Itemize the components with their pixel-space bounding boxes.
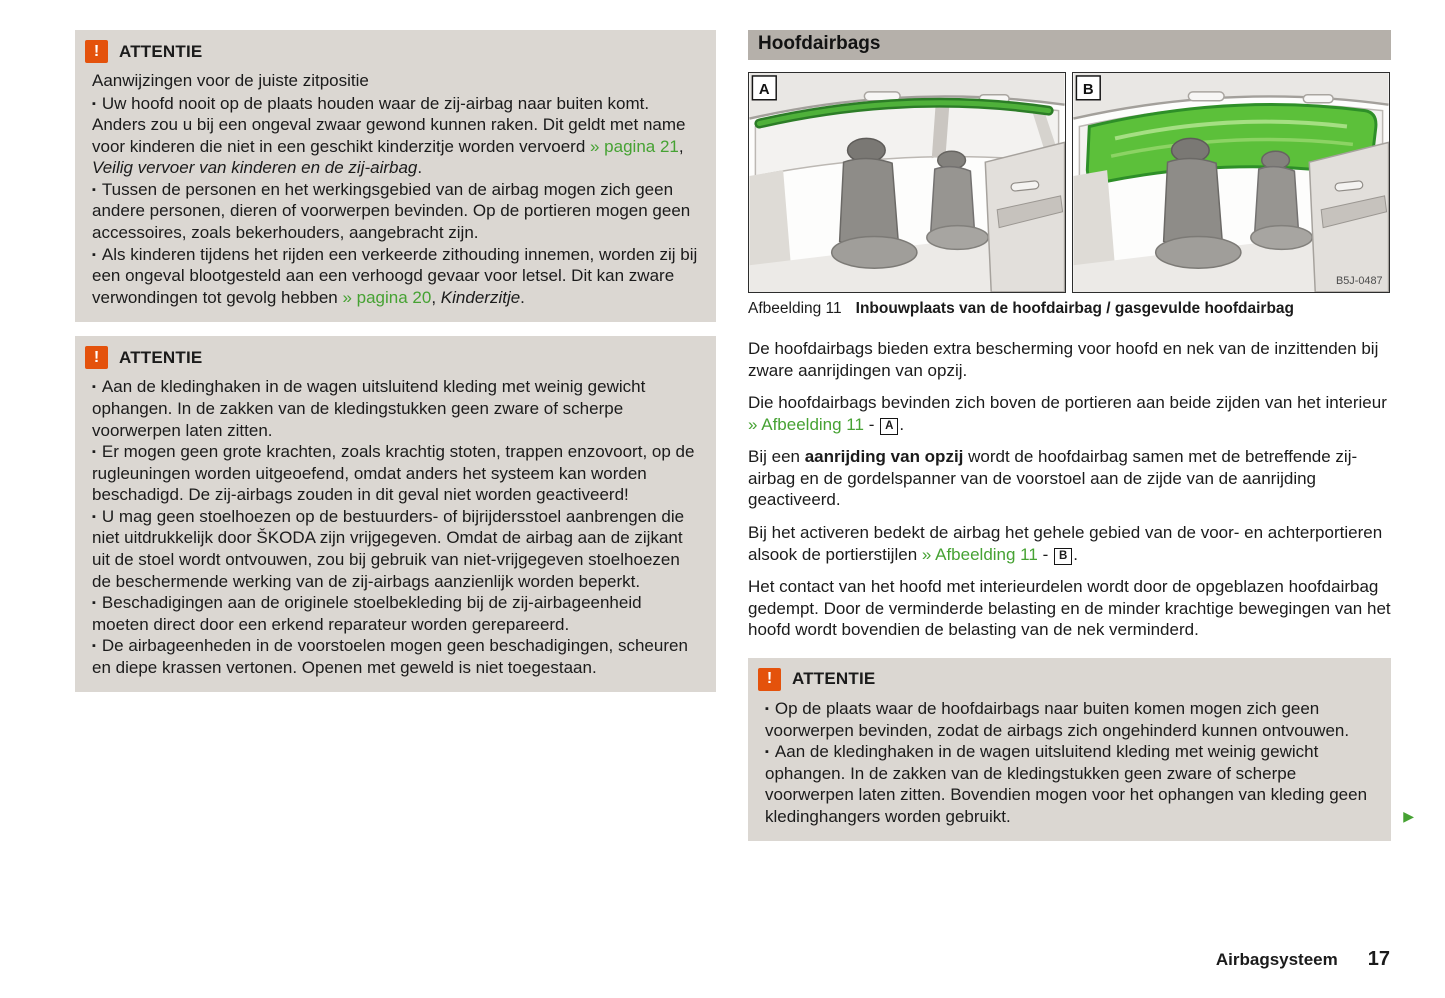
text-segment: Als kinderen tijdens het rijden een verkeerde zithouding innemen, worden zij bij een ongeval blootgesteld aan een verhoogd gevaar voor letsel. Dit kan zware verwondingen tot gevolg hebben [92, 244, 698, 307]
attention-item [92, 179, 699, 244]
text-segment: wordt de hoofdairbag samen met de betreffende zij-airbag en de gordelspanner van de voorstoel aan de zijde van de aanrijding geactiveerd. [748, 447, 1358, 510]
attention-item-text [92, 377, 645, 439]
cross-reference-link[interactable]: » pagina 21 [590, 136, 679, 156]
bullet-marker: ▪ [92, 446, 96, 459]
attention-item [92, 376, 699, 441]
footer-page-number: 17 [1367, 948, 1390, 970]
bullet-marker: ▪ [92, 381, 96, 394]
section-header-hoofdairbags [748, 30, 1391, 60]
footer-section-name: Airbagsysteem [1215, 950, 1338, 969]
bullet-marker: ▪ [92, 597, 96, 610]
text-segment: . [520, 287, 525, 307]
text-segment: , [678, 136, 684, 156]
figure-caption-label: Afbeelding 11 [748, 300, 842, 317]
attention-item-text [92, 94, 685, 178]
cross-reference-link[interactable]: » pagina 20 [342, 287, 432, 307]
text-segment: Aan de kledinghaken in de wagen uitsluitend kleding met weinig gewicht ophangen. In de zakken van de kledingstukken geen zware of scherpe voorwerpen laten zitten. Bovendien mogen voor het ophangen van kleding geen kledinghangers worden gebruikt. [765, 742, 1368, 826]
attention-title: ATTENTIE [792, 669, 876, 689]
text-segment: Bij het activeren bedekt de airbag het gehele gebied van de voor- en achterportieren alsook de portierstijlen [748, 523, 1383, 564]
bullet-marker: ▪ [92, 510, 96, 523]
paragraph [748, 446, 1391, 511]
text-segment: Aan de kledinghaken in de wagen uitsluitend kleding met weinig gewicht ophangen. In de zakken van de kledingstukken geen zware of scherpe voorwerpen laten zitten. [92, 377, 646, 440]
bullet-marker: ▪ [92, 97, 96, 110]
attention-body [92, 376, 699, 678]
figure-panel-b [1072, 72, 1390, 293]
attention-body [92, 70, 699, 308]
attention-item [92, 635, 699, 678]
attention-item-text [765, 742, 1367, 826]
text-segment: - [1037, 544, 1053, 564]
attention-box-3-wrapper [748, 658, 1414, 841]
attention-header [758, 668, 1374, 691]
panel-b-label: B [1082, 81, 1094, 98]
figure-caption-text: Inbouwplaats van de hoofdairbag / gasgevulde hoofdairbag [855, 300, 1295, 317]
text-segment: De airbageenheden in de voorstoelen mogen geen beschadigingen, scheuren en diepe krassen vertonen. Openen met geweld is niet toegestaan. [92, 636, 688, 677]
attention-item [92, 592, 699, 635]
attention-box-head-airbag [748, 658, 1391, 841]
attention-item [765, 698, 1374, 741]
text-segment: Beschadigingen aan de originele stoelbekleding bij de zij-airbageenheid moeten direct door een erkend reparateur worden gerepareerd. [92, 593, 642, 634]
attention-header [85, 346, 699, 369]
paragraph [748, 338, 1391, 381]
warning-icon: ! [758, 668, 781, 691]
text-segment: , [431, 287, 441, 307]
paragraph [748, 392, 1391, 435]
continuation-arrow-icon: ▶ [1403, 808, 1414, 825]
attention-item-text [92, 636, 688, 677]
attention-box-side-airbag [75, 336, 716, 692]
bullet-marker: ▪ [765, 702, 769, 715]
attention-item [92, 441, 699, 506]
attention-item-text [92, 593, 642, 634]
attention-item [92, 93, 699, 179]
text-segment: De hoofdairbags bieden extra bescherming voor hoofd en nek van de inzittenden bij zware aanrijdingen van opzij. [748, 339, 1379, 380]
page-footer [1216, 948, 1390, 971]
text-segment: - [863, 414, 880, 434]
text-segment: . [417, 158, 423, 178]
text-segment: Het contact van het hoofd met interieurdelen wordt door de opgeblazen hoofdairbag gedempt. Door de verminderde belasting en de minder krachtige bewegingen van het hoofd wordt bovendien de belasting van de nek verminderd. [748, 577, 1391, 640]
figure-airbag-panels [748, 72, 1391, 293]
text-segment: aanrijding van opzij [804, 447, 964, 467]
bullet-marker: ▪ [92, 248, 96, 261]
attention-body [765, 698, 1374, 827]
cross-reference-link[interactable]: » Afbeelding 11 [748, 414, 864, 434]
attention-box-seating [75, 30, 716, 322]
text-segment: Op de plaats waar de hoofdairbags naar buiten komen mogen zich geen voorwerpen bevinden, zodat de airbags zich ongehinderd kunnen ontvouwen. [765, 698, 1350, 740]
figure-caption [748, 300, 1391, 318]
text-segment: U mag geen stoelhoezen op de bestuurders- of bijrijdersstoel aanbrengen die niet uitdrukkelijk door ŠKODA zijn vrijgegeven. Omdat de airbag aan de zijkant uit de stoel wordt ontvouwen, zou bij gebruik van niet-vrijgegeven stoelhoezen de beschermende werking van de zij-airbags aanzienlijk worden beperkt. [92, 506, 685, 591]
figure-letter-badge: B [1054, 548, 1072, 566]
paragraph [748, 522, 1391, 565]
attention-item-text [92, 245, 697, 307]
text-segment: Uw hoofd nooit op de plaats houden waar de zij-airbag naar buiten komt. Anders zou u bij een ongeval zwaar gewond kunnen raken. Dit geldt met name voor kinderen die niet in een geschikt kinderzitje worden vervoerd [92, 93, 686, 156]
attention-item-text [92, 507, 684, 591]
paragraph [748, 576, 1391, 641]
text-segment: Er mogen geen grote krachten, zoals krachtig stoten, trappen enzovoort, op de rugleuningen worden uitgeoefend, omdat anders het systeem kan worden beschadigd. De zij-airbags zouden in dit geval niet worden geactiveerd! [92, 442, 695, 505]
panel-a-label: A [758, 81, 770, 98]
figure-code: B5J-0487 [1335, 275, 1383, 288]
text-segment: Veilig vervoer van kinderen en de zij-airbag [92, 158, 418, 178]
text-segment: Kinderzitje [440, 287, 521, 307]
bullet-marker: ▪ [765, 746, 769, 759]
text-segment: Bij een [748, 447, 805, 467]
section-title: Hoofdairbags [758, 33, 881, 54]
text-segment: Tussen de personen en het werkingsgebied van de airbag mogen zich geen andere personen, dieren of voorwerpen bevinden. Op de portieren mogen geen accessoires, zoals bekerhouders, aangebracht zijn. [92, 179, 691, 243]
attention-header [85, 40, 699, 63]
attention-item-text [92, 442, 694, 504]
attention-item [765, 741, 1374, 827]
bullet-marker: ▪ [92, 640, 96, 653]
warning-icon: ! [85, 40, 108, 63]
figure-panel-a [748, 72, 1066, 293]
attention-intro: Aanwijzingen voor de juiste zitpositie [92, 71, 369, 90]
warning-icon: ! [85, 346, 108, 369]
attention-title: ATTENTIE [119, 347, 203, 367]
attention-item-text [92, 180, 690, 242]
text-segment: . [899, 414, 905, 434]
cross-reference-link[interactable]: » Afbeelding 11 [921, 544, 1038, 564]
attention-item [92, 244, 699, 309]
text-segment: Die hoofdairbags bevinden zich boven de portieren aan beide zijden van het interieur [748, 393, 1387, 413]
figure-letter-badge: A [880, 418, 898, 436]
attention-title: ATTENTIE [119, 41, 203, 61]
attention-item-text [765, 699, 1349, 740]
left-column [75, 30, 716, 706]
attention-item [92, 506, 699, 592]
right-column [748, 30, 1414, 841]
text-segment: . [1073, 544, 1078, 564]
bullet-marker: ▪ [92, 183, 96, 196]
